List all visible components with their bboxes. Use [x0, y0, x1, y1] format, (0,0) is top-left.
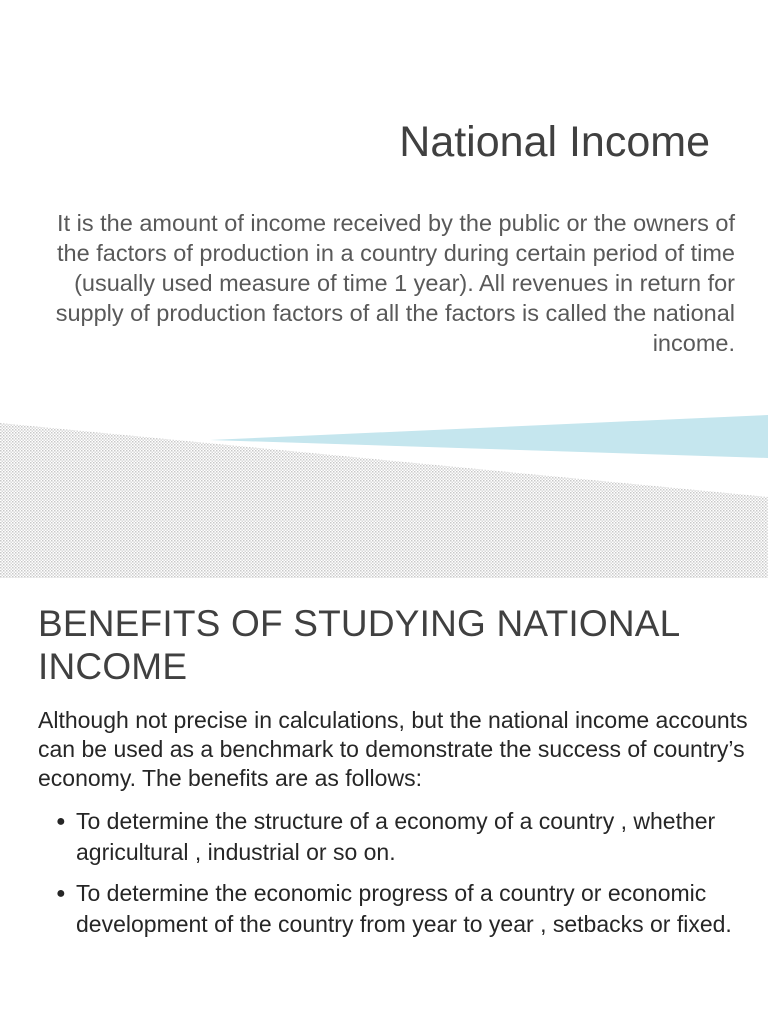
- list-item-text: To determine the structure of a economy of a country , whether agricultural , industrial or so on.: [76, 808, 716, 865]
- benefits-heading: BENEFITS OF STUDYING NATIONAL INCOME: [38, 603, 680, 687]
- list-item-text: To determine the economic progress of a country or economic development of the country from year to year , setbacks or fixed.: [76, 880, 732, 937]
- bullet-dot-icon: ●: [56, 813, 66, 830]
- slide-title: National Income: [399, 118, 710, 166]
- bullet-dot-icon: ●: [56, 885, 66, 902]
- benefits-list: [56, 806, 746, 950]
- list-item: [56, 806, 746, 868]
- slide-benefits: [0, 578, 768, 1024]
- decorative-band: [0, 405, 768, 578]
- definition-paragraph: It is the amount of income received by the public or the owners of the factors of production in a country during certain period of time (usually used measure of time 1 year). All revenues in return for supply of production factors of all the factors is called the national income.: [55, 210, 735, 356]
- benefits-intro: Although not precise in calculations, but the national income accounts can be used as a benchmark to demonstrate the success of country’s economy. The benefits are as follows:: [38, 707, 748, 791]
- list-item: [56, 878, 746, 940]
